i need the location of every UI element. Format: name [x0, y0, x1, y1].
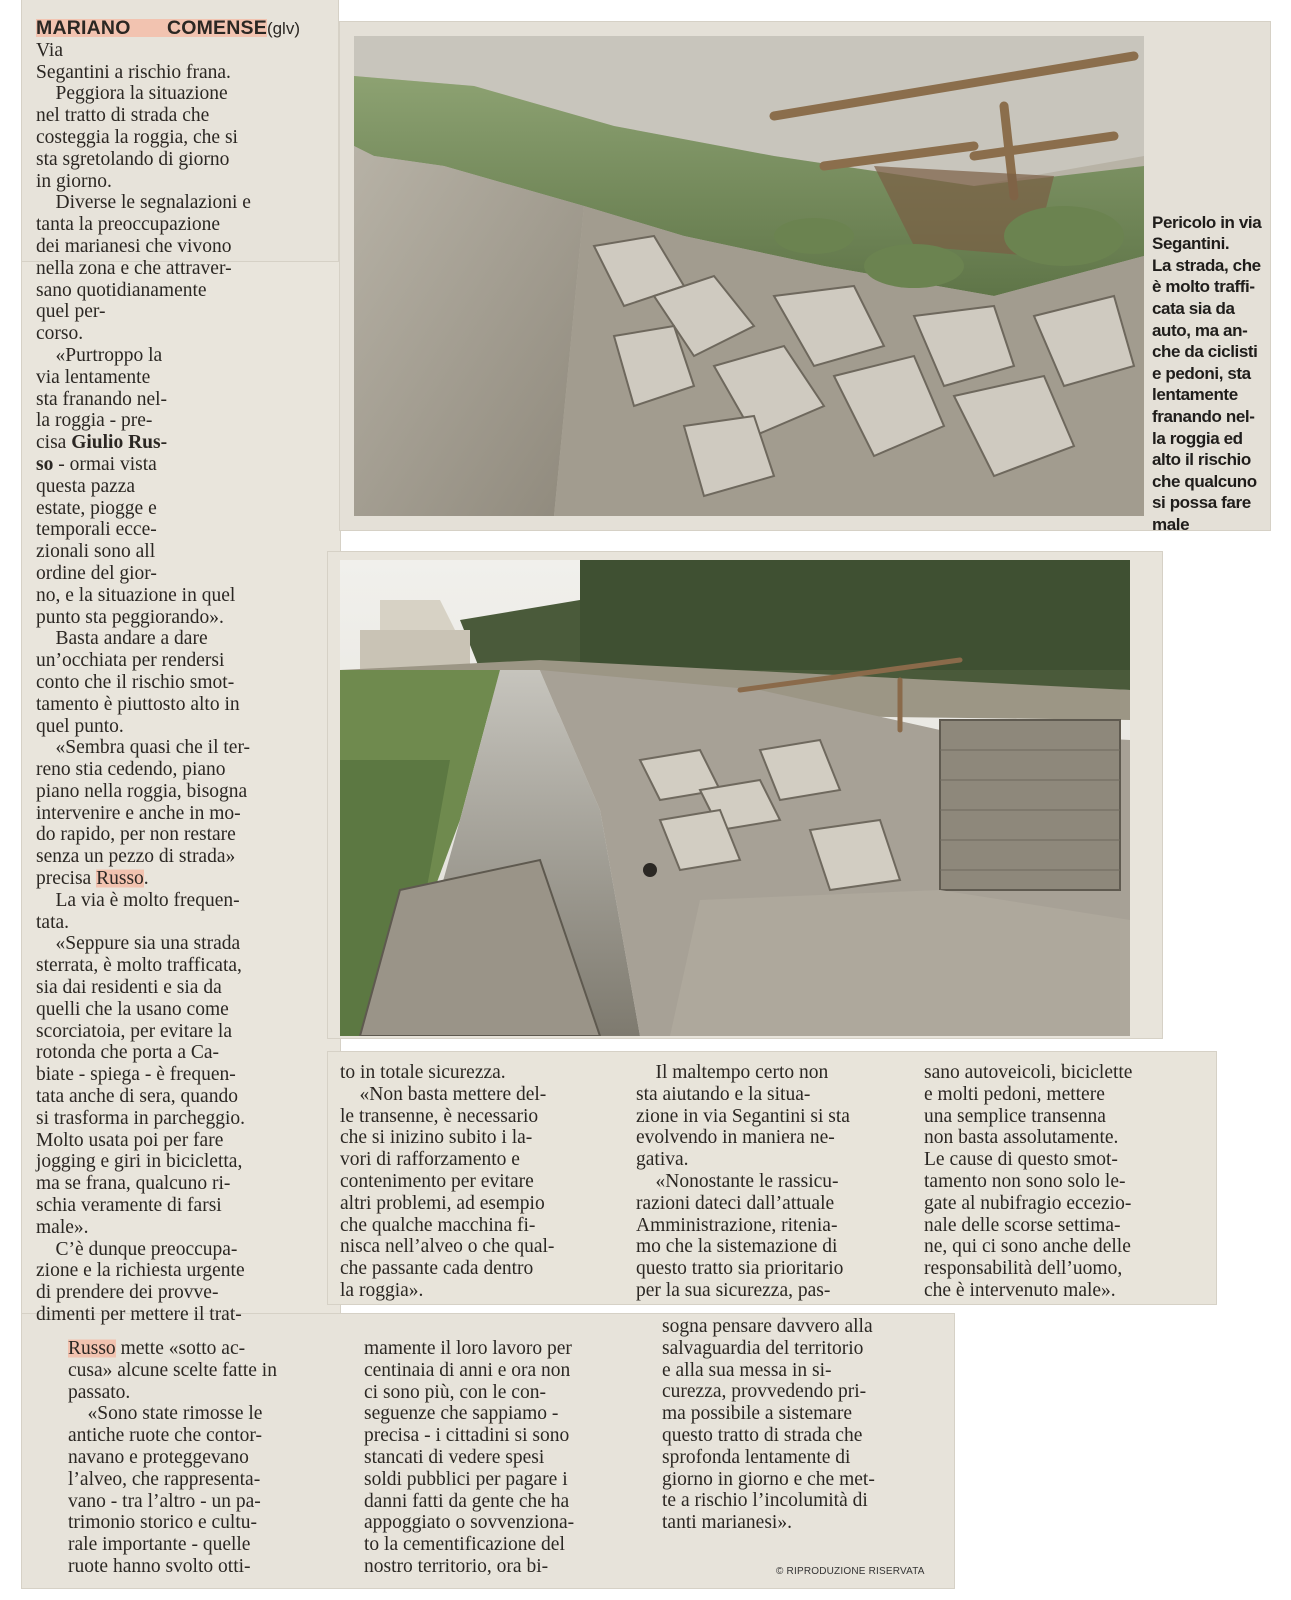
column-6-text: mamente il loro lavoro per centinaia di anni e ora non ci sono più, con le con- seguenze che sappiamo - precisa - i cittadini si sono stancati di vedere spesi soldi pubblici per pagare i danni fatti da gente che ha appoggiato o sovvenziona- to la cementificazione del nostro territorio, ora bi-	[364, 1338, 575, 1577]
paragraph-3b: - ormai vista questa pazza estate, piogge e temporali ecce- zionali sono all ordine del gior- no, e la situazione in quel punto sta peggiorando».	[36, 453, 236, 628]
paragraph-5a: «Sembra quasi che il ter- reno stia cedendo, piano piano nella roggia, bisogna intervenire e anche in mo- do rapido, per non restare senza un pezzo di strada» precisa	[36, 737, 251, 890]
paragraph-3a: «Purtroppo la via lentamente sta franando nel- la roggia - pre- cisa	[36, 344, 168, 454]
article-column-4	[924, 1062, 1204, 1302]
column-2-text: to in totale sicurezza. «Non basta mettere del- le transenne, è necessario che si inizino subito i la- vori di rafforzamento e contenimento per evitare altri problemi, ad esempio che qualche macchina fi- nisca nell’alveo o che qual- che passante cada dentro la roggia».	[340, 1062, 555, 1301]
person-name-giulio-russo: Giulio Rus- so	[36, 432, 168, 475]
column-7-text: sogna pensare davvero alla salvaguardia del territorio e alla sua messa in si- curezza, provvedendo pri- ma possibile a sistemare questo tratto di strada che sprofonda lentamente di giorno in giorno e che met- te a rischio l’incolumità di tanti marianesi».	[662, 1316, 875, 1534]
copyright-credit: © RIPRODUZIONE RISERVATA	[776, 1566, 925, 1577]
column-5-intro	[68, 1338, 336, 1403]
article-column-3	[636, 1062, 906, 1302]
article-column-7	[662, 1316, 932, 1534]
dateline: MARIANO COMENSE	[36, 17, 267, 39]
paragraph-6: La via è molto frequen- tata.	[36, 889, 240, 933]
paragraph-5b: .	[143, 868, 149, 890]
photo-caption	[1152, 190, 1270, 536]
article-lead	[36, 18, 300, 83]
column-5-intro-text: mette «sotto ac- cusa» alcune scelte fatte in passato.	[68, 1338, 277, 1403]
paragraph-1: Peggiora la situazione nel tratto di strada che costeggia la roggia, che si sta sgretolando di giorno in giorno.	[36, 83, 238, 192]
paragraph-5	[36, 737, 300, 890]
column-3-text: Il maltempo certo non sta aiutando e la situa- zione in via Segantini si sta evolvendo in maniera ne- gativa. «Nonostante le rassicu- razioni dateci dall’attuale Amministrazione, ritenia- mo che la sistemazione di questo tratto sia prioritario per la sua sicurezza, pas-	[636, 1062, 850, 1301]
photo-roggia-canal	[340, 560, 1130, 1036]
person-name-russo: Russo	[96, 868, 144, 890]
caption-lead: Pericolo in via Segantini.	[1152, 212, 1262, 254]
article-column-2	[340, 1062, 612, 1302]
paragraph-3	[36, 345, 300, 628]
photo-collapsing-bank	[354, 36, 1144, 516]
column-5-text: «Sono state rimosse le antiche ruote che contor- navano e proteggevano l’alveo, che rappresenta- vano - tra l’altro - un pa- trimonio storico e cultu- rale importante - quelle ruote hanno svolto otti-	[68, 1403, 263, 1577]
article-column-5	[68, 1338, 336, 1578]
person-name-russo-2: Russo	[68, 1338, 116, 1359]
column-4-text: sano autoveicoli, biciclette e molti pedoni, mettere una semplice transenna non basta assolutamente. Le cause di questo smot- tamento non sono solo le- gate al nubifragio eccezio- nale delle scorse settima- ne, qui ci sono anche delle responsabilità dell’uomo, che è intervenuto male».	[924, 1062, 1133, 1301]
author-tag: (glv)	[266, 19, 300, 38]
caption-body: La strada, che è molto traffi- cata sia da auto, ma an- che da ciclisti e pedoni, sta lentamente franando nel- la roggia ed alto il rischio che qualcuno si possa fare male	[1152, 255, 1261, 534]
article-title-rest: Via Segantini a rischio frana.	[36, 39, 231, 83]
paragraph-2: Diverse le segnalazioni e tanta la preoccupazione dei marianesi che vivono nella zona e che attraver- sano quotidianamente quel per- corso.	[36, 192, 251, 345]
paragraph-7: «Seppure sia una strada sterrata, è molto trafficata, sia dai residenti e sia da quelli che la usano come scorciatoia, per evitare la rotonda che porta a Ca- biate - spiega - è frequen- tata anche di sera, quando si trasforma in parcheggio. Molto usata poi per fare jogging e giri in bicicletta, ma se frana, qualcuno ri- schia veramente di farsi male».	[36, 933, 246, 1238]
paragraph-4: Basta andare a dare un’occhiata per rendersi conto che il rischio smot- tamento è piuttosto alto in quel punto.	[36, 628, 240, 737]
article-column-1	[36, 18, 300, 1326]
paragraph-8: C’è dunque preoccupa- zione e la richiesta urgente di prendere dei provve- dimenti per mettere il trat-	[36, 1238, 245, 1326]
article-column-6	[364, 1338, 634, 1578]
